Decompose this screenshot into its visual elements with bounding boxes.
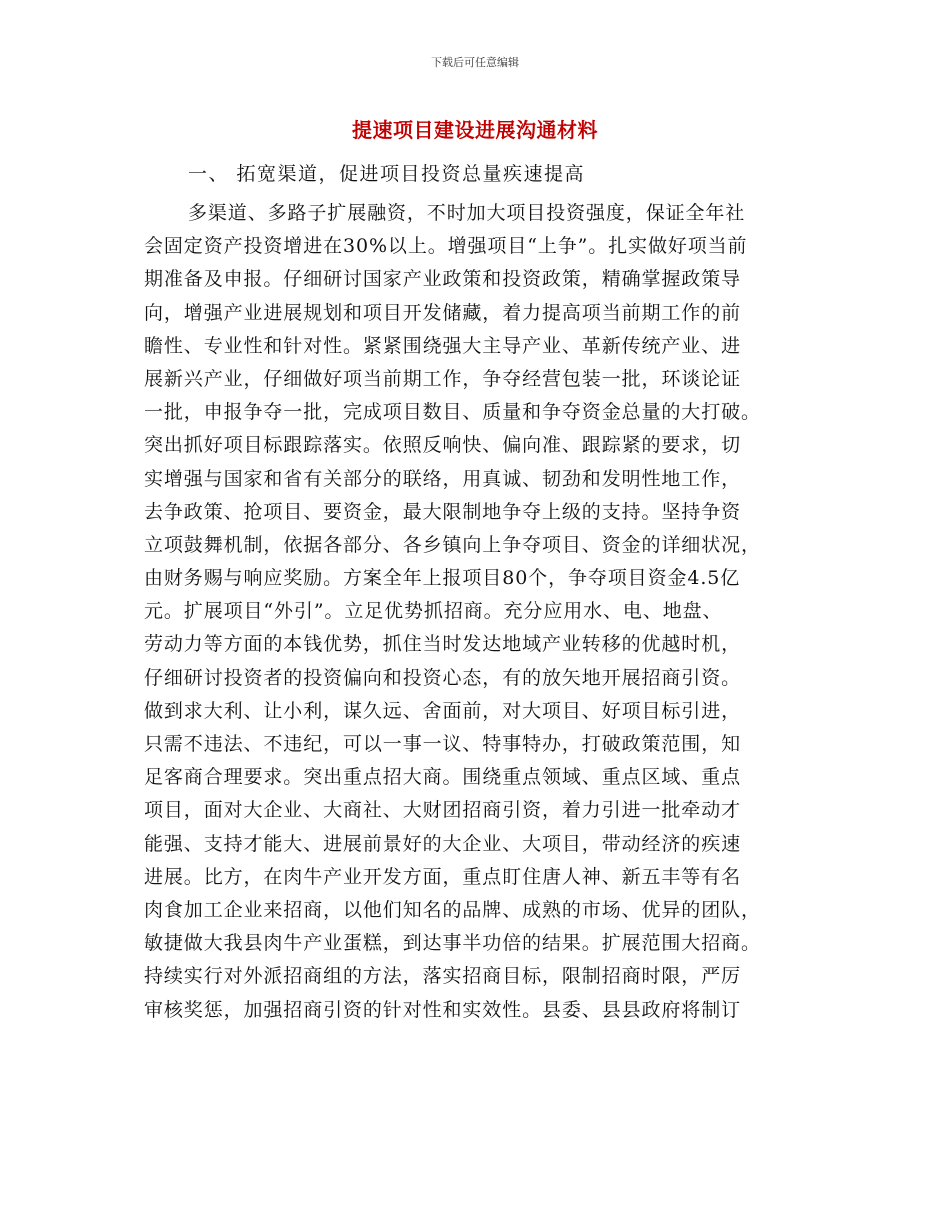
paragraph-line: 项目，面对大企业、大商社、大财团招商引资，着力引进一批牵动才: [144, 799, 742, 822]
paragraph-line: 进展。比方，在肉牛产业开发方面，重点盯住唐人神、新五丰等有名: [144, 865, 742, 888]
paragraph-line: 瞻性、专业性和针对性。紧紧围绕强大主导产业、革新传统产业、进: [144, 334, 742, 357]
paragraph-line: 劳动力等方面的本钱优势，抓住当时发达地域产业转移的优越时机，: [144, 633, 742, 656]
paragraph-line: 肉食加工企业来招商，以他们知名的品牌、成熟的市场、优异的团队，: [144, 898, 761, 921]
paragraph-line: 一批，申报争夺一批，完成项目数目、质量和争夺资金总量的大打破。: [144, 401, 761, 424]
paragraph-line: 去争政策、抢项目、要资金，最大限制地争夺上级的支持。坚持争资: [144, 500, 742, 523]
paragraph-line: 向，增强产业进展规划和项目开发储藏，着力提高项当前期工作的前: [144, 301, 742, 324]
paragraph-line: 立项鼓舞机制，依据各部分、各乡镇向上争夺项目、资金的详细状况，: [144, 533, 761, 556]
paragraph-line: 只需不违法、不违纪，可以一事一议、特事特办，打破政策范围，知: [144, 733, 742, 755]
paragraph-line: 实增强与国家和省有关部分的联络，用真诚、韧劲和发明性地工作，: [144, 467, 742, 490]
body-paragraph: [144, 197, 834, 1027]
paragraph-line: 展新兴产业，仔细做好项当前期工作，争夺经营包装一批，环谈论证: [144, 367, 742, 390]
paragraph-line: 期准备及申报。仔细研讨国家产业政策和投资政策，精确掌握政策导: [144, 268, 742, 291]
paragraph-line: 多渠道、多路子扩展融资，不时加大项目投资强度，保证全年社: [188, 202, 746, 224]
paragraph-line: 足客商合理要求。突出重点招大商。围绕重点领域、重点区域、重点: [144, 766, 742, 789]
section-heading: 一、 拓宽渠道，促进项目投资总量疾速提高: [188, 163, 586, 185]
paragraph-line: 敏捷做大我县肉牛产业蛋糕，到达事半功倍的结果。扩展范围大招商。: [144, 932, 761, 955]
paragraph-line: 仔细研讨投资者的投资偏向和投资心态，有的放矢地开展招商引资。: [144, 666, 742, 689]
document-title: 提速项目建设进展沟通材料: [352, 118, 598, 142]
paragraph-line: 审核奖惩，加强招商引资的针对性和实效性。县委、县县政府将制订: [144, 998, 742, 1021]
paragraph-line: 由财务赐与响应奖励。方案全年上报项目80个，争夺项目资金4.5亿: [144, 567, 741, 590]
paragraph-line: 持续实行对外派招商组的方法，落实招商目标，限制招商时限，严厉: [144, 965, 742, 988]
paragraph-line: 突出抓好项目标跟踪落实。依照反响快、偏向准、跟踪紧的要求，切: [144, 434, 742, 457]
paragraph-line: 元。扩展项目“外引”。立足优势抓招商。充分应用水、电、地盘、: [144, 600, 723, 623]
header-note: 下载后可任意编辑: [431, 56, 519, 69]
paragraph-line: 做到求大利、让小利，谋久远、舍面前，对大项目、好项目标引进，: [144, 699, 742, 722]
paragraph-line: 会固定资产投资增进在30%以上。增强项目“上争”。扎实做好项当前: [144, 235, 748, 258]
paragraph-line: 能强、支持才能大、进展前景好的大企业、大项目，带动经济的疾速: [144, 832, 742, 855]
